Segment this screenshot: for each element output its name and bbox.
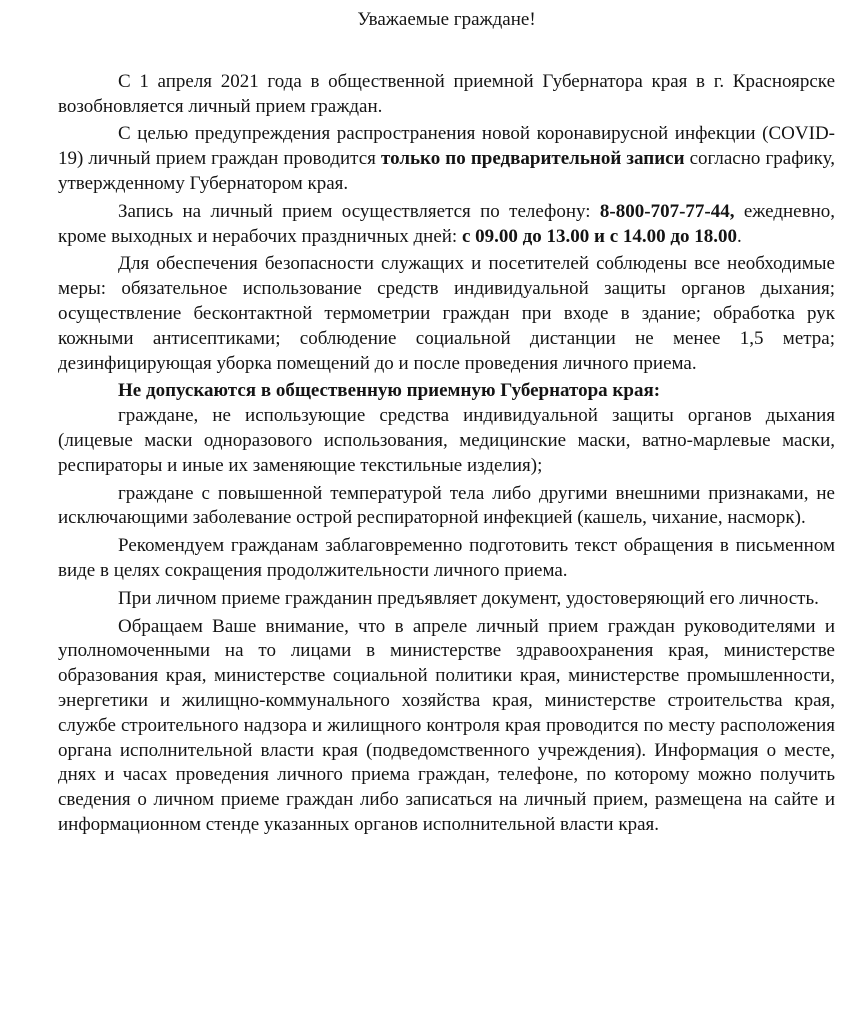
paragraph-safety-measures: Для обеспечения безопасности служащих и посетителей соблюдены все необходимые меры: обязательное использование средств индивидуальной защиты органов дыхания; осуществление бесконтактной термометрии граждан при входе в здание; обработка рук кожными антисептиками; соблюдение социальной дистанции не менее 1,5 метра; дезинфицирующая уборка помещений до и после проведения личного приема. xyxy=(58,253,835,374)
document-page xyxy=(58,0,835,1024)
reception-hours: с 09.00 до 13.00 и с 14.00 до 18.00 xyxy=(461,225,738,247)
not-admitted-heading: Не допускаются в общественную приемную Губернатора края: xyxy=(118,380,661,402)
paragraph-phone-registration xyxy=(58,200,835,250)
appointment-only-emphasis: только по предварительной записи xyxy=(380,148,685,170)
paragraph-ministries-reception: Обращаем Ваше внимание, что в апреле личный прием граждан руководителями и уполномоченными на то лицами в министерстве здравоохранения края, министерстве образования края, министерстве социальной политики края, министерстве промышленности, энергетики и жилищно-коммунального хозяйства края, министерстве строительства края, службе строительного надзора и жилищного контроля края проводится по месту расположения органа исполнительной власти края (подведомственного учреждения). Информация о месте, днях и часах проведения личного приема граждан, телефоне, по которому можно получить сведения о личном приеме граждан либо записаться на личный прием, размещена на сайте и информационном стенде указанных органов исполнительной власти края. xyxy=(58,615,835,835)
paragraph-no-masks: граждане, не использующие средства индивидуальной защиты органов дыхания (лицевые маски одноразового использования, медицинские маски, ватно-марлевые маски, респираторы и иные их заменяющие текстильные изделия); xyxy=(58,405,835,476)
paragraph-appointment-only xyxy=(58,122,835,196)
document-title: Уважаемые граждане! xyxy=(357,9,536,30)
phone-number: 8-800-707-77-44, xyxy=(599,200,735,222)
phone-text-1: Запись на личный прием осуществляется по телефону: xyxy=(118,200,600,222)
phone-text-2: ежедневно, кроме выходных и нерабочих праздничных дней: xyxy=(58,200,835,247)
paragraph-prepare-written-request: Рекомендуем гражданам заблаговременно подготовить текст обращения в письменном виде в целях сокращения продолжительности личного приема. xyxy=(58,535,835,581)
phone-text-3: . xyxy=(737,225,742,247)
paragraph-reopening: С 1 апреля 2021 года в общественной приемной Губернатора края в г. Красноярске возобновляется личный прием граждан. xyxy=(58,70,835,117)
paragraph-identity-document: При личном приеме гражданин предъявляет документ, удостоверяющий его личность. xyxy=(118,587,819,609)
paragraph-appointment-text-1: С целью предупреждения распространения новой коронавирусной инфекции (COVID-19) личный прием граждан проводится xyxy=(58,123,835,170)
paragraph-appointment-text-2: согласно графику, утвержденному Губернатором края. xyxy=(58,148,835,194)
paragraph-not-admitted-heading xyxy=(58,379,835,404)
paragraph-fever-symptoms: граждане с повышенной температурой тела либо другими внешними признаками, не исключающими заболевание острой респираторной инфекцией (кашель, чихание, насморк). xyxy=(58,482,835,529)
